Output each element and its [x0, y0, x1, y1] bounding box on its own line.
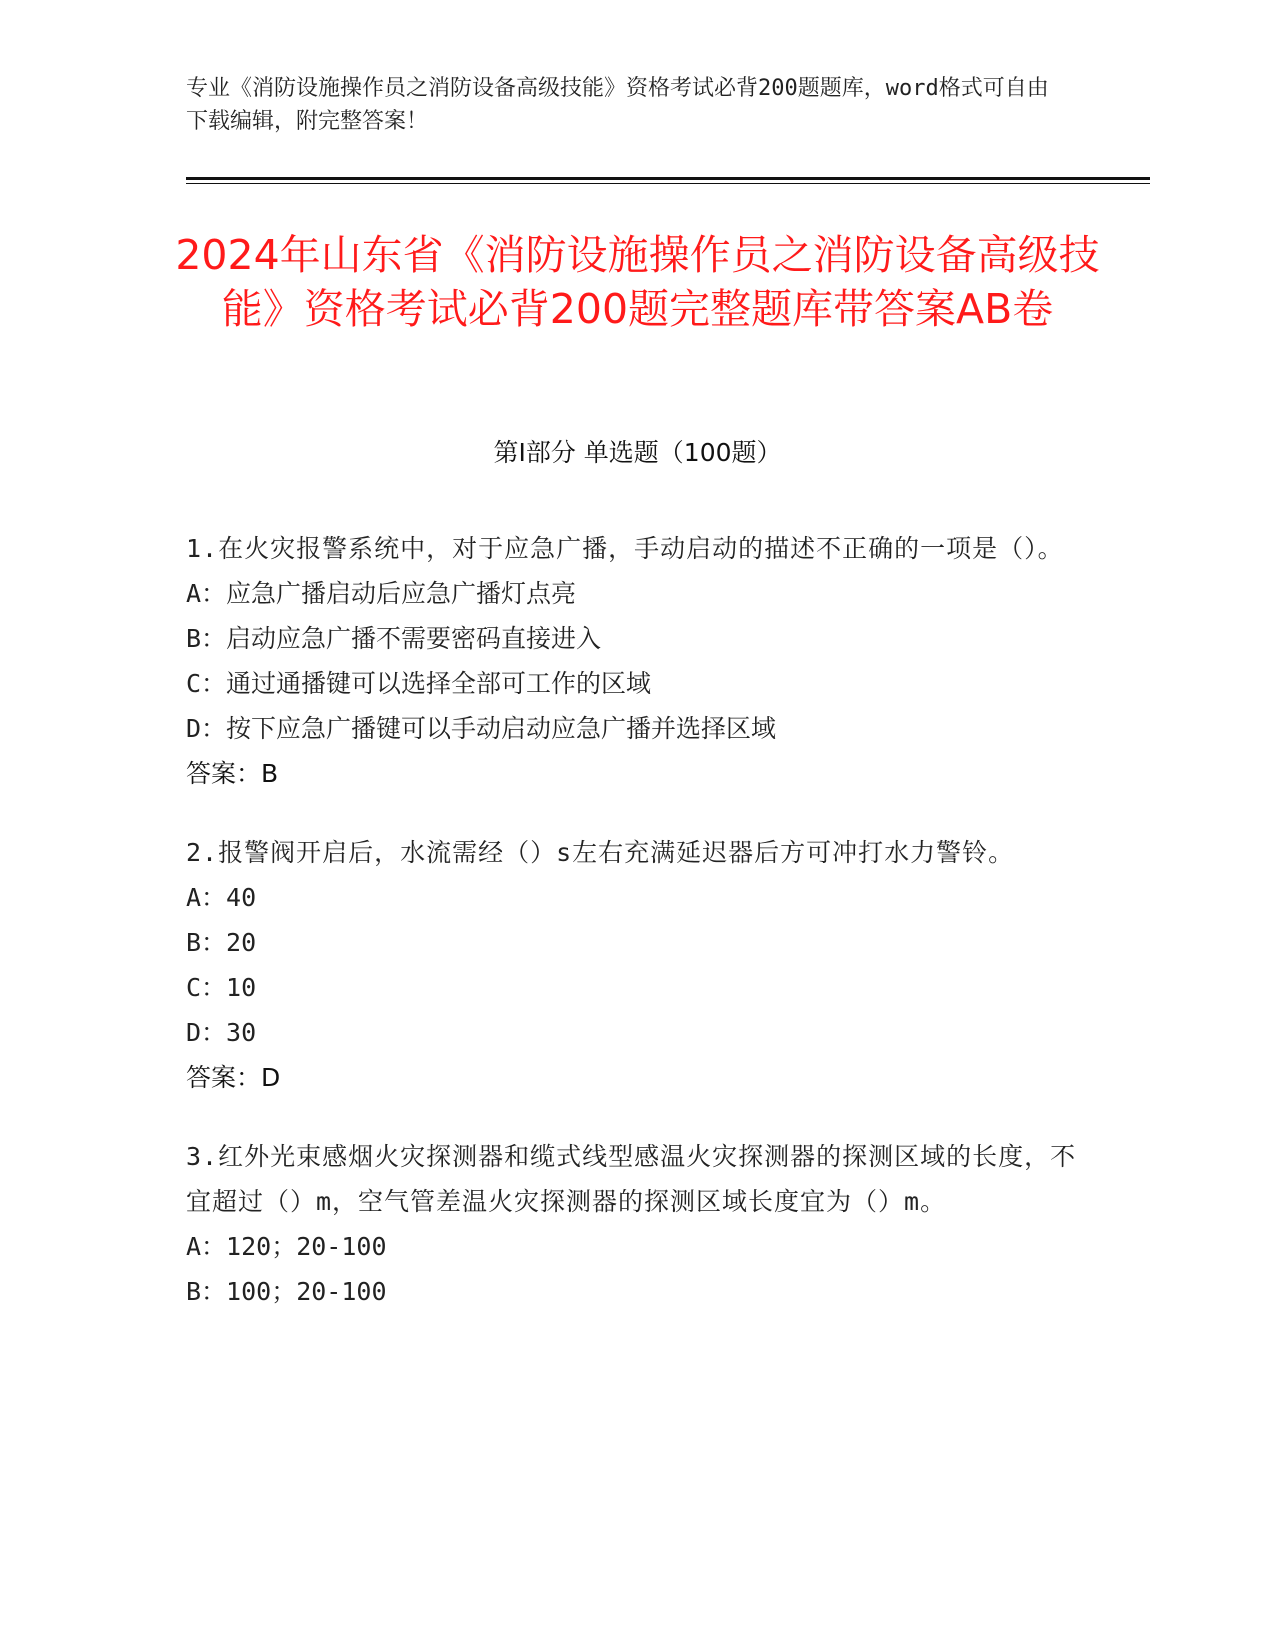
- question-stem: 3.红外光束感烟火灾探测器和缆式线型感温火灾探测器的探测区域的长度，不宜超过（）m，空气管差温火灾探测器的探测区域长度宜为（）m。: [186, 1142, 1077, 1216]
- header-divider-thick: [186, 177, 1150, 180]
- option-b: B：100；20-100: [186, 1277, 387, 1306]
- option-d: D：30: [186, 1018, 257, 1047]
- question-2: [186, 830, 1086, 1100]
- question-stem: 2.报警阀开启后，水流需经（）s左右充满延迟器后方可冲打水力警铃。: [186, 838, 1015, 867]
- header-divider-thin: [186, 183, 1150, 184]
- section-title: 第Ⅰ部分 单选题（100题）: [493, 438, 782, 467]
- option-c: C：10: [186, 973, 257, 1002]
- option-b: B：启动应急广播不需要密码直接进入: [186, 624, 602, 653]
- question-stem: 1.在火灾报警系统中，对于应急广播，手动启动的描述不正确的一项是（）。: [186, 534, 1064, 563]
- option-a: A：40: [186, 883, 257, 912]
- document-title: 2024年山东省《消防设施操作员之消防设备高级技能》资格考试必背200题完整题库带答案AB卷: [175, 231, 1100, 333]
- question-list: [186, 526, 1086, 1348]
- option-c: C：通过通播键可以选择全部可工作的区域: [186, 669, 652, 698]
- option-d: D：按下应急广播键可以手动启动应急广播并选择区域: [186, 714, 777, 743]
- answer: 答案：B: [186, 759, 279, 788]
- option-a: A：应急广播启动后应急广播灯点亮: [186, 579, 577, 608]
- question-3: [186, 1134, 1086, 1314]
- option-b: B：20: [186, 928, 257, 957]
- answer: 答案：D: [186, 1063, 281, 1092]
- question-1: [186, 526, 1086, 796]
- header-note: 专业《消防设施操作员之消防设备高级技能》资格考试必背200题题库，word格式可自由下载编辑，附完整答案！: [186, 76, 1049, 134]
- option-a: A：120；20-100: [186, 1232, 387, 1261]
